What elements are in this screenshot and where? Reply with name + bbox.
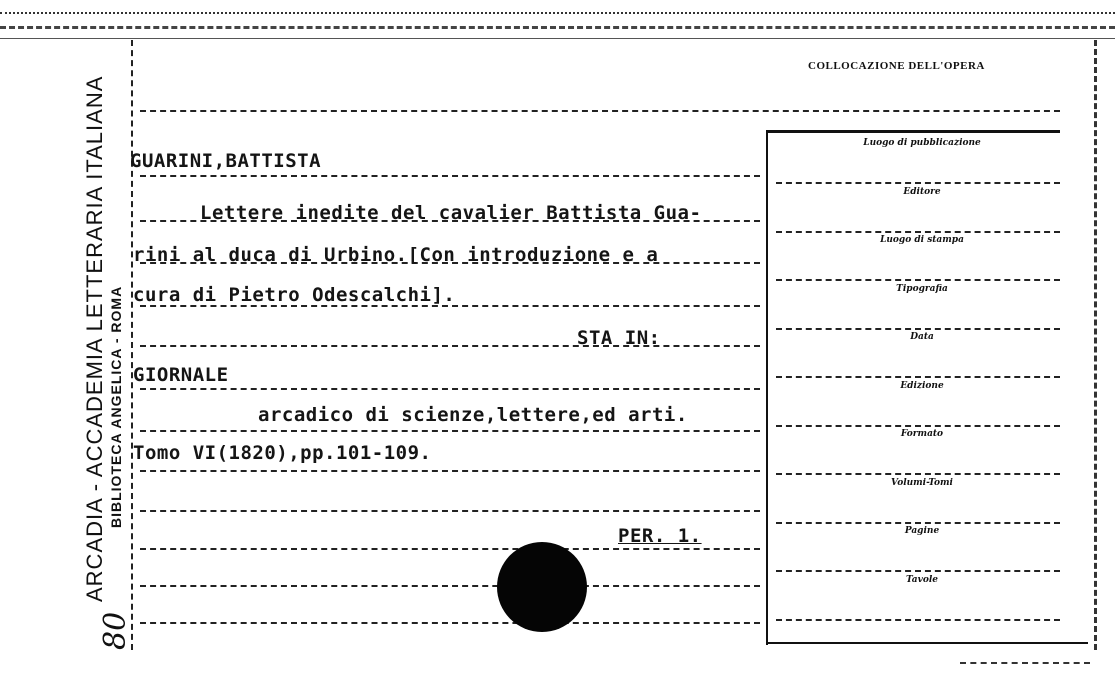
collocazione-field-line (776, 522, 1060, 524)
collocazione-field-line (776, 231, 1060, 233)
top-edge-line-2 (0, 26, 1115, 29)
title-line-1: Lettere inedite del cavalier Battista Gua- (200, 202, 702, 224)
collocazione-left-rule (766, 130, 768, 645)
collocazione-field-line (776, 328, 1060, 330)
institution-name: ARCADIA - ACCADEMIA LETTERARIA ITALIANA (82, 75, 107, 602)
collocazione-field-label: Data (910, 332, 934, 342)
ruled-line (140, 470, 760, 472)
collocazione-field-label: Luogo di stampa (880, 235, 964, 245)
author-heading: GUARINI,BATTISTA (130, 150, 322, 172)
title-line-3: cura di Pietro Odescalchi]. (133, 284, 456, 306)
right-card-edge (1094, 40, 1097, 650)
collocazione-field-line (776, 473, 1060, 475)
ruled-line (140, 345, 760, 347)
title-line-2: rini al duca di Urbino.[Con introduzione e a (133, 244, 659, 266)
collocazione-title: COLLOCAZIONE DELL'OPERA (808, 60, 985, 72)
ruled-line (140, 585, 760, 587)
collocazione-field-label: Pagine (904, 526, 940, 536)
collocazione-field-label: Luogo di pubblicazione (863, 138, 981, 148)
collocazione-field-line (776, 619, 1060, 621)
collocazione-field-label: Volumi-Tomi (891, 477, 953, 488)
ruled-line (140, 110, 1060, 112)
collocazione-bottom-rule (768, 642, 1088, 644)
top-edge-line-3 (0, 38, 1115, 39)
shelf-number-handwritten: 80 (98, 611, 133, 650)
collocazione-field-line (776, 376, 1060, 378)
ruled-line (140, 388, 760, 390)
ruled-line (140, 510, 760, 512)
collocazione-field-label: Tavole (905, 574, 939, 585)
collocazione-field-line (776, 570, 1060, 572)
ink-blot (497, 542, 587, 632)
ruled-line (140, 175, 760, 177)
collocazione-top-rule (768, 130, 1060, 133)
top-edge-line (0, 12, 1115, 14)
journal-title-cont: arcadico di scienze,lettere,ed arti. (258, 404, 688, 426)
shelfmark: PER. 1. (618, 525, 702, 547)
ruled-line (140, 622, 760, 624)
collocazione-field-label: Formato (900, 429, 944, 439)
bottom-edge-line (960, 662, 1090, 664)
left-margin-rule (131, 40, 133, 650)
sta-in-label: STA IN: (577, 327, 661, 349)
collocazione-field-label: Tipografia (896, 283, 948, 294)
ruled-line (140, 548, 760, 550)
collocazione-field-line (776, 425, 1060, 427)
collocazione-field-label: Editore (903, 186, 941, 197)
library-name: BIBLIOTECA ANGELICA - ROMA (108, 285, 124, 528)
ruled-line (140, 430, 760, 432)
collocazione-field-line (776, 279, 1060, 281)
collocazione-field-line (776, 182, 1060, 184)
volume-pages: Tomo VI(1820),pp.101-109. (133, 442, 432, 464)
journal-title: GIORNALE (133, 364, 229, 386)
collocazione-field-label: Edizione (900, 380, 944, 391)
